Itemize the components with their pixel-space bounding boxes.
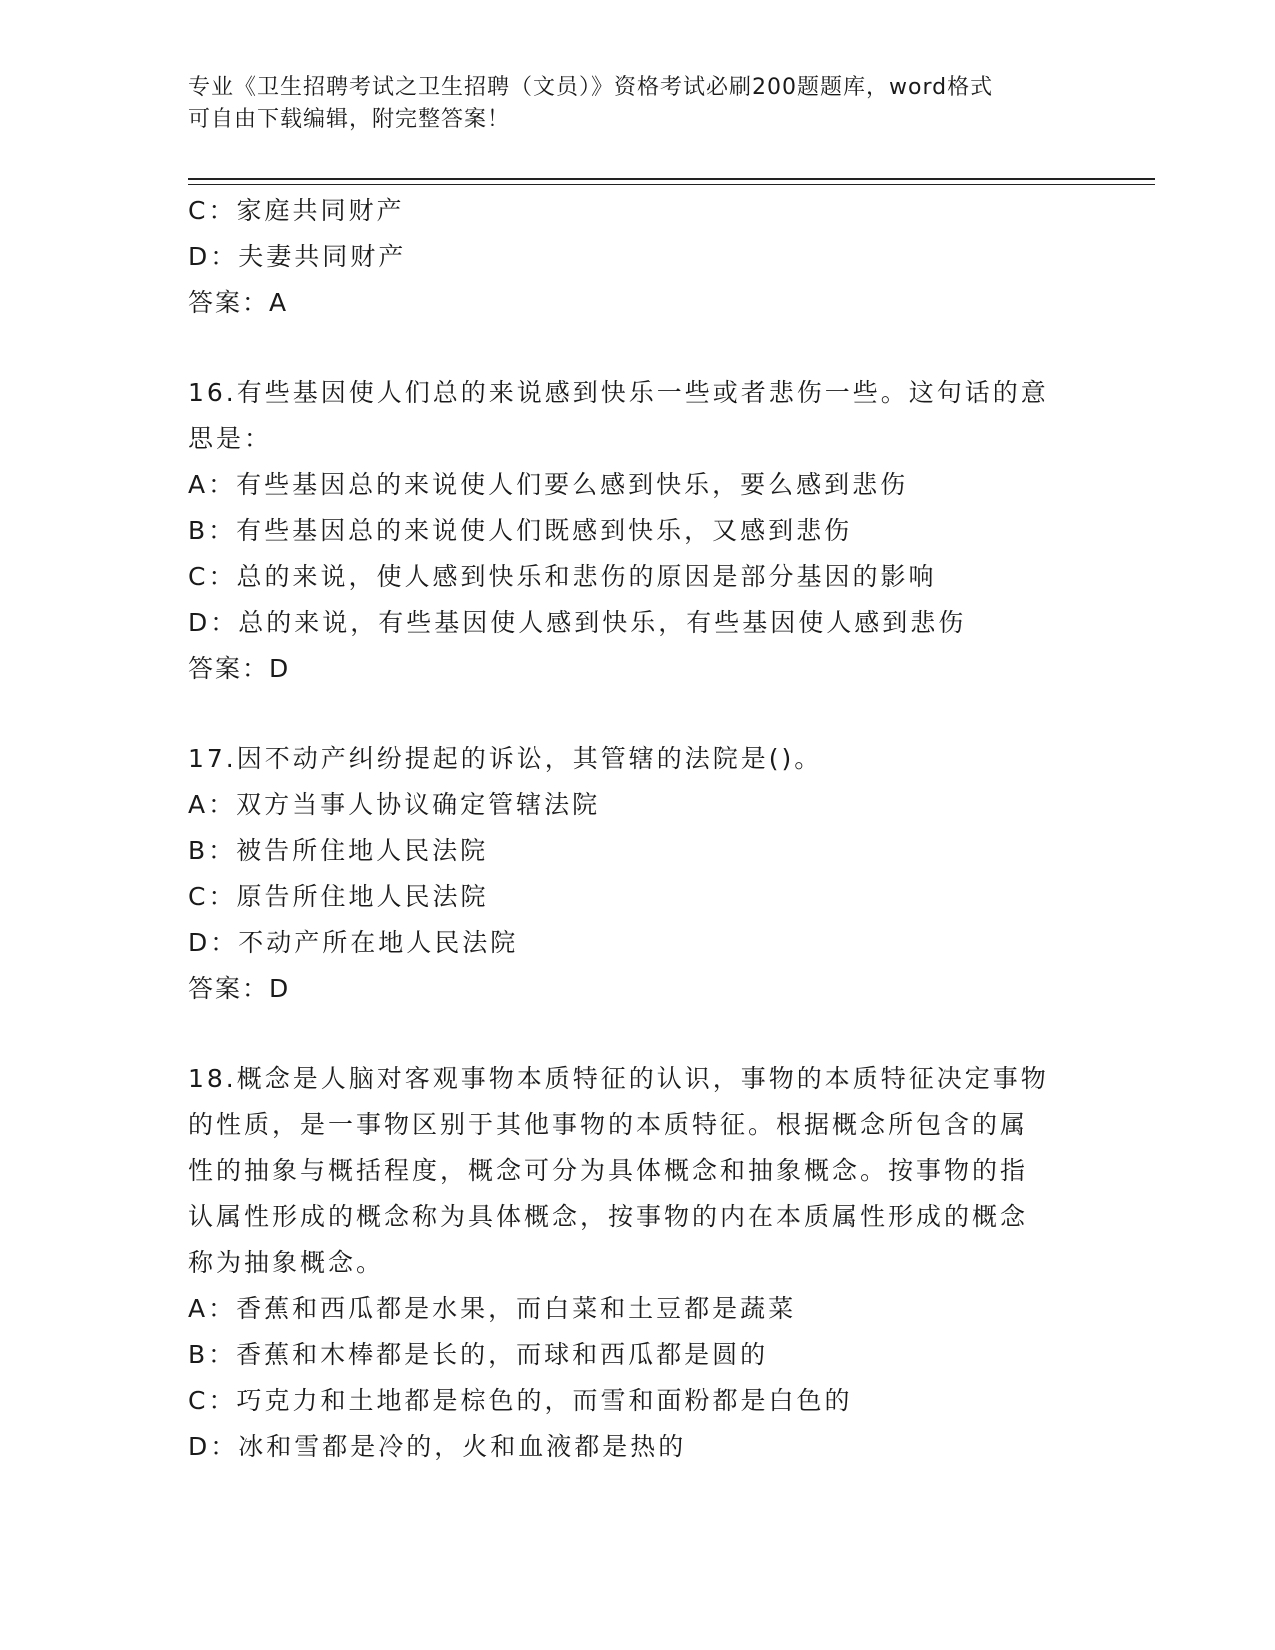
q16-option-a: A：有些基因总的来说使人们要么感到快乐，要么感到悲伤 (188, 470, 909, 499)
spacer (188, 692, 1088, 736)
q18-question-line-2: 的性质，是一事物区别于其他事物的本质特征。根据概念所包含的属 (188, 1110, 1029, 1139)
q17-option-b: B：被告所住地人民法院 (188, 836, 489, 865)
q17-answer: 答案：D (188, 974, 291, 1003)
document-body (188, 188, 1088, 1470)
document-header (188, 72, 1088, 136)
spacer (188, 1012, 1088, 1056)
spacer (188, 326, 1088, 370)
q18-question-line-5: 称为抽象概念。 (188, 1248, 385, 1277)
q17-option-a: A：双方当事人协议确定管辖法院 (188, 790, 601, 819)
q15-option-d: D：夫妻共同财产 (188, 242, 407, 271)
q18-question-line-1: 18.概念是人脑对客观事物本质特征的认识，事物的本质特征决定事物 (188, 1064, 1049, 1093)
q16-answer: 答案：D (188, 654, 291, 683)
q18-question-line-4: 认属性形成的概念称为具体概念，按事物的内在本质属性形成的概念 (188, 1202, 1029, 1231)
q18-question-line-3: 性的抽象与概括程度，概念可分为具体概念和抽象概念。按事物的指 (188, 1156, 1029, 1185)
question-17 (188, 736, 1088, 1012)
q15-option-c: C：家庭共同财产 (188, 196, 405, 225)
q17-option-d: D：不动产所在地人民法院 (188, 928, 519, 957)
q17-question-line-1: 17.因不动产纠纷提起的诉讼，其管辖的法院是()。 (188, 744, 823, 773)
q18-option-a: A：香蕉和西瓜都是水果，而白菜和土豆都是蔬菜 (188, 1294, 797, 1323)
q17-option-c: C：原告所住地人民法院 (188, 882, 489, 911)
header-divider-thick (188, 178, 1155, 180)
q18-option-d: D：冰和雪都是冷的，火和血液都是热的 (188, 1432, 687, 1461)
question-18 (188, 1056, 1088, 1470)
question-15-continued (188, 188, 1088, 326)
header-divider-thin (188, 184, 1155, 185)
q16-option-b: B：有些基因总的来说使人们既感到快乐，又感到悲伤 (188, 516, 853, 545)
q16-question-line-1: 16.有些基因使人们总的来说感到快乐一些或者悲伤一些。这句话的意 (188, 378, 1049, 407)
q16-question-line-2: 思是： (188, 424, 273, 453)
q16-option-c: C：总的来说，使人感到快乐和悲伤的原因是部分基因的影响 (188, 562, 937, 591)
header-title-line-1: 专业《卫生招聘考试之卫生招聘（文员）》资格考试必刷200题题库，word格式 (188, 75, 994, 100)
q15-answer: 答案：A (188, 288, 289, 317)
question-16 (188, 370, 1088, 692)
q18-option-b: B：香蕉和木棒都是长的，而球和西瓜都是圆的 (188, 1340, 769, 1369)
q18-option-c: C：巧克力和土地都是棕色的，而雪和面粉都是白色的 (188, 1386, 853, 1415)
header-title-line-2: 可自由下载编辑，附完整答案！ (188, 107, 511, 132)
q16-option-d: D：总的来说，有些基因使人感到快乐，有些基因使人感到悲伤 (188, 608, 967, 637)
